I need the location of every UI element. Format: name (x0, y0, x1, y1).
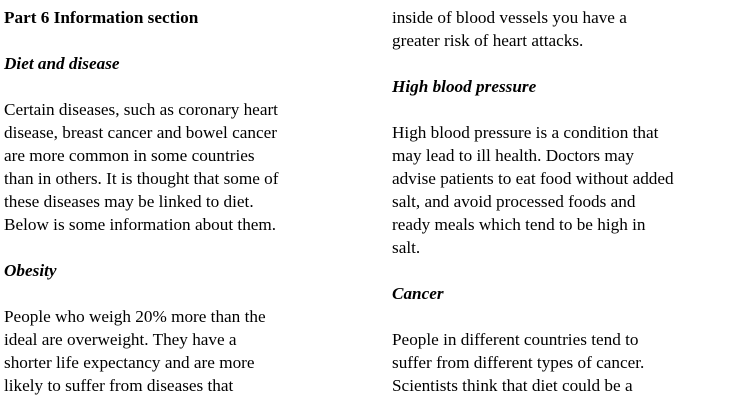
section-title: Part 6 Information section (4, 8, 199, 27)
bp-para-line: High blood pressure is a condition that (392, 123, 659, 142)
bp-para-line: salt, and avoid processed foods and (392, 192, 636, 211)
blood-pressure-heading: High blood pressure (392, 77, 537, 96)
diet-para-line: are more common in some countries (4, 146, 255, 165)
obesity-heading: Obesity (4, 261, 57, 280)
continued-para-line: greater risk of heart attacks. (392, 31, 584, 50)
obesity-para-line: People who weigh 20% more than the (4, 307, 266, 326)
diet-para-line: Certain diseases, such as coronary heart (4, 100, 278, 119)
obesity-para-line: shorter life expectancy and are more (4, 353, 255, 372)
diet-heading: Diet and disease (4, 54, 120, 73)
bp-para-line: may lead to ill health. Doctors may (392, 146, 634, 165)
diet-para-line: these diseases may be linked to diet. (4, 192, 254, 211)
obesity-para-line: likely to suffer from diseases that (4, 376, 234, 395)
bp-para-line: advise patients to eat food without added (392, 169, 674, 188)
cancer-para-line: People in different countries tend to (392, 330, 639, 349)
obesity-para-line: ideal are overweight. They have a (4, 330, 237, 349)
cancer-heading: Cancer (392, 284, 444, 303)
bp-para-line: salt. (392, 238, 421, 257)
diet-para-line: than in others. It is thought that some of (4, 169, 279, 188)
continued-para-line: inside of blood vessels you have a (392, 8, 627, 27)
cancer-para-line: suffer from different types of cancer. (392, 353, 645, 372)
bp-para-line: ready meals which tend to be high in (392, 215, 646, 234)
cancer-para-line: Scientists think that diet could be a (392, 376, 633, 395)
diet-para-line: disease, breast cancer and bowel cancer (4, 123, 277, 142)
diet-para-line: Below is some information about them. (4, 215, 277, 234)
